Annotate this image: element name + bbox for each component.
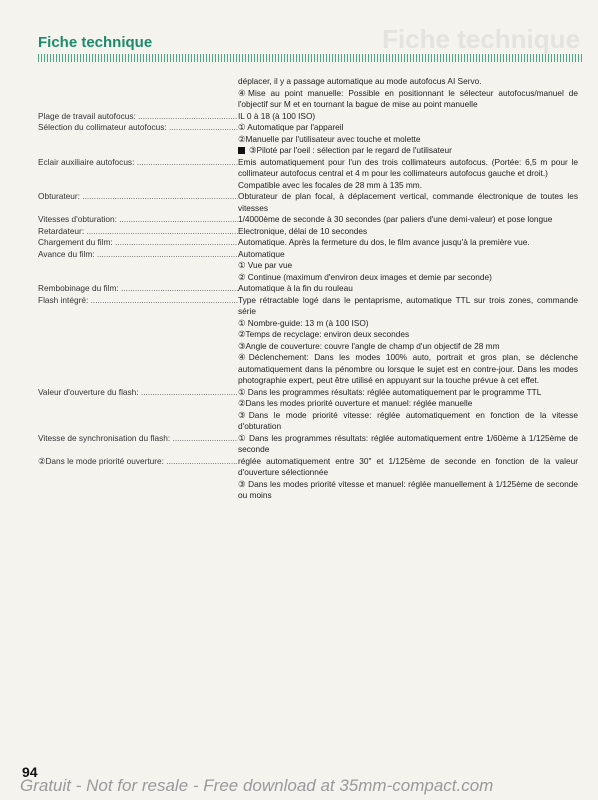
spec-entry-self-timer bbox=[38, 226, 578, 238]
spec-entry-af-assist bbox=[38, 157, 578, 192]
spec-entry-continuation bbox=[38, 76, 578, 111]
spec-label: Avance du film: ..... bbox=[38, 249, 238, 284]
spec-value: ③Angle de couverture: couvre l'angle de champ d'un objectif de 28 mm bbox=[238, 340, 500, 351]
eye-control-icon bbox=[238, 147, 245, 154]
spec-label: Sélection du collimateur autofocus: ..... bbox=[38, 122, 238, 157]
spec-value: ① Dans les programmes résultats: réglée automatiquement entre 1/60ème à 1/125ème de seconde bbox=[238, 432, 578, 454]
spec-label: ②Dans le mode priorité ouverture: ..... bbox=[38, 456, 238, 502]
spec-value: ④Déclenchement: Dans les modes 100% auto, portrait et gros plan, se déclenche automatiquement dans la pénombre ou lorsque le sujet est en contre-jour. Dans les modes photographie expert, peut être utilisé en appuyant sur la touche prévue à cet effet. bbox=[238, 352, 578, 385]
spec-value: ① Nombre-guide: 13 m (à 100 ISO) bbox=[238, 317, 369, 328]
spec-value: Automatique. Après la fermeture du dos, le film avance jusqu'à la première vue. bbox=[238, 237, 530, 247]
spec-label bbox=[38, 76, 238, 111]
spec-entry-af-range bbox=[38, 111, 578, 123]
spec-value: ③ Dans les modes priorité vitesse et manuel: réglée manuellement à 1/125ème de seconde ou moins bbox=[238, 478, 578, 500]
spec-value: Obturateur de plan focal, à déplacement vertical, commande électronique de toutes les vitesses bbox=[238, 191, 578, 213]
spec-value: Automatique bbox=[238, 248, 285, 259]
spec-entry-film-loading bbox=[38, 237, 578, 249]
spec-value: ② Continue (maximum d'environ deux images et demie par seconde) bbox=[238, 271, 492, 282]
spec-label: Eclair auxiliaire autofocus: ..... bbox=[38, 157, 238, 192]
spec-label: Retardateur: ..... bbox=[38, 226, 238, 238]
spec-label: Rembobinage du film: ..... bbox=[38, 283, 238, 295]
spec-entry-flash-sync bbox=[38, 433, 578, 456]
spec-value: ① Vue par vue bbox=[238, 260, 293, 270]
spec-label: Plage de travail autofocus: ..... bbox=[38, 111, 238, 123]
spec-entry-built-in-flash bbox=[38, 295, 578, 387]
spec-value: Type rétractable logé dans le pentaprisme, automatique TTL sur trois zones, commande série bbox=[238, 294, 578, 316]
spec-value: ②Temps de recyclage: environ deux secondes bbox=[238, 329, 410, 339]
spec-value: réglée automatiquement entre 30" et 1/125ème de seconde en fonction de la valeur d'ouverture sélectionnée bbox=[238, 455, 578, 477]
page-title: Fiche technique bbox=[38, 34, 153, 51]
spec-value: ① Automatique par l'appareil bbox=[238, 122, 344, 132]
spec-value: Electronique, délai de 10 secondes bbox=[238, 225, 368, 236]
spec-label: Valeur d'ouverture du flash: ..... bbox=[38, 387, 238, 433]
spec-label: Vitesse de synchronisation du flash: ..... bbox=[38, 433, 238, 456]
mirrored-title-ghost: Fiche technique bbox=[382, 24, 580, 54]
spec-label: Vitesses d'obturation: ..... bbox=[38, 214, 238, 226]
spec-label: Flash intégré: ..... bbox=[38, 295, 238, 387]
spec-value: ① Dans les programmes résultats: réglée automatiquement par le programme TTL bbox=[238, 386, 542, 397]
spec-entry-film-rewind bbox=[38, 283, 578, 295]
spec-entry-aperture-priority bbox=[38, 456, 578, 502]
spec-value: déplacer, il y a passage automatique au mode autofocus AI Servo. bbox=[238, 76, 482, 86]
spec-list bbox=[38, 76, 578, 502]
page-number: 94 bbox=[22, 764, 38, 780]
spec-value: Emis automatiquement pour l'un des trois collimateurs autofocus. (Portée: 6,5 m pour le collimateur autofocus central et 4 m pour les collimateurs autofocus gauche et droit.) bbox=[238, 156, 578, 178]
watermark-note: Gratuit - Not for resale - Free download at 35mm-compact.com bbox=[20, 776, 494, 795]
spec-value: IL 0 à 18 (à 100 ISO) bbox=[238, 110, 316, 121]
spec-value: Compatible avec les focales de 28 mm à 135 mm. bbox=[238, 179, 422, 190]
spec-value: ③Piloté par l'oeil : sélection par le regard de l'utilisateur bbox=[249, 145, 452, 155]
spec-label: Chargement du film: ..... bbox=[38, 237, 238, 249]
spec-value: ②Manuelle par l'utilisateur avec touche et molette bbox=[238, 133, 421, 144]
spec-value: 1/4000ème de seconde à 30 secondes (par paliers d'une demi-valeur) et pose longue bbox=[238, 214, 553, 224]
spec-value: Automatique à la fin du rouleau bbox=[238, 283, 353, 293]
spec-entry-shutter bbox=[38, 191, 578, 214]
spec-entry-flash-aperture bbox=[38, 387, 578, 433]
spec-value: ④Mise au point manuelle: Possible en positionnant le sélecteur autofocus/manuel de l'objectif sur M et en tournant la bague de mise au point manuelle bbox=[238, 87, 578, 109]
spec-value: ③Dans le mode priorité vitesse: réglée automatiquement en fonction de la vitesse d'obturation bbox=[238, 409, 578, 431]
header-divider bbox=[38, 54, 583, 62]
spec-entry-film-advance bbox=[38, 249, 578, 284]
spec-value: ②Dans les modes priorité ouverture et manuel: réglée manuelle bbox=[238, 398, 473, 408]
spec-label: Obturateur: ..... bbox=[38, 191, 238, 214]
spec-entry-shutter-speeds bbox=[38, 214, 578, 226]
spec-value-row bbox=[238, 145, 578, 157]
spec-entry-af-point-selection bbox=[38, 122, 578, 157]
